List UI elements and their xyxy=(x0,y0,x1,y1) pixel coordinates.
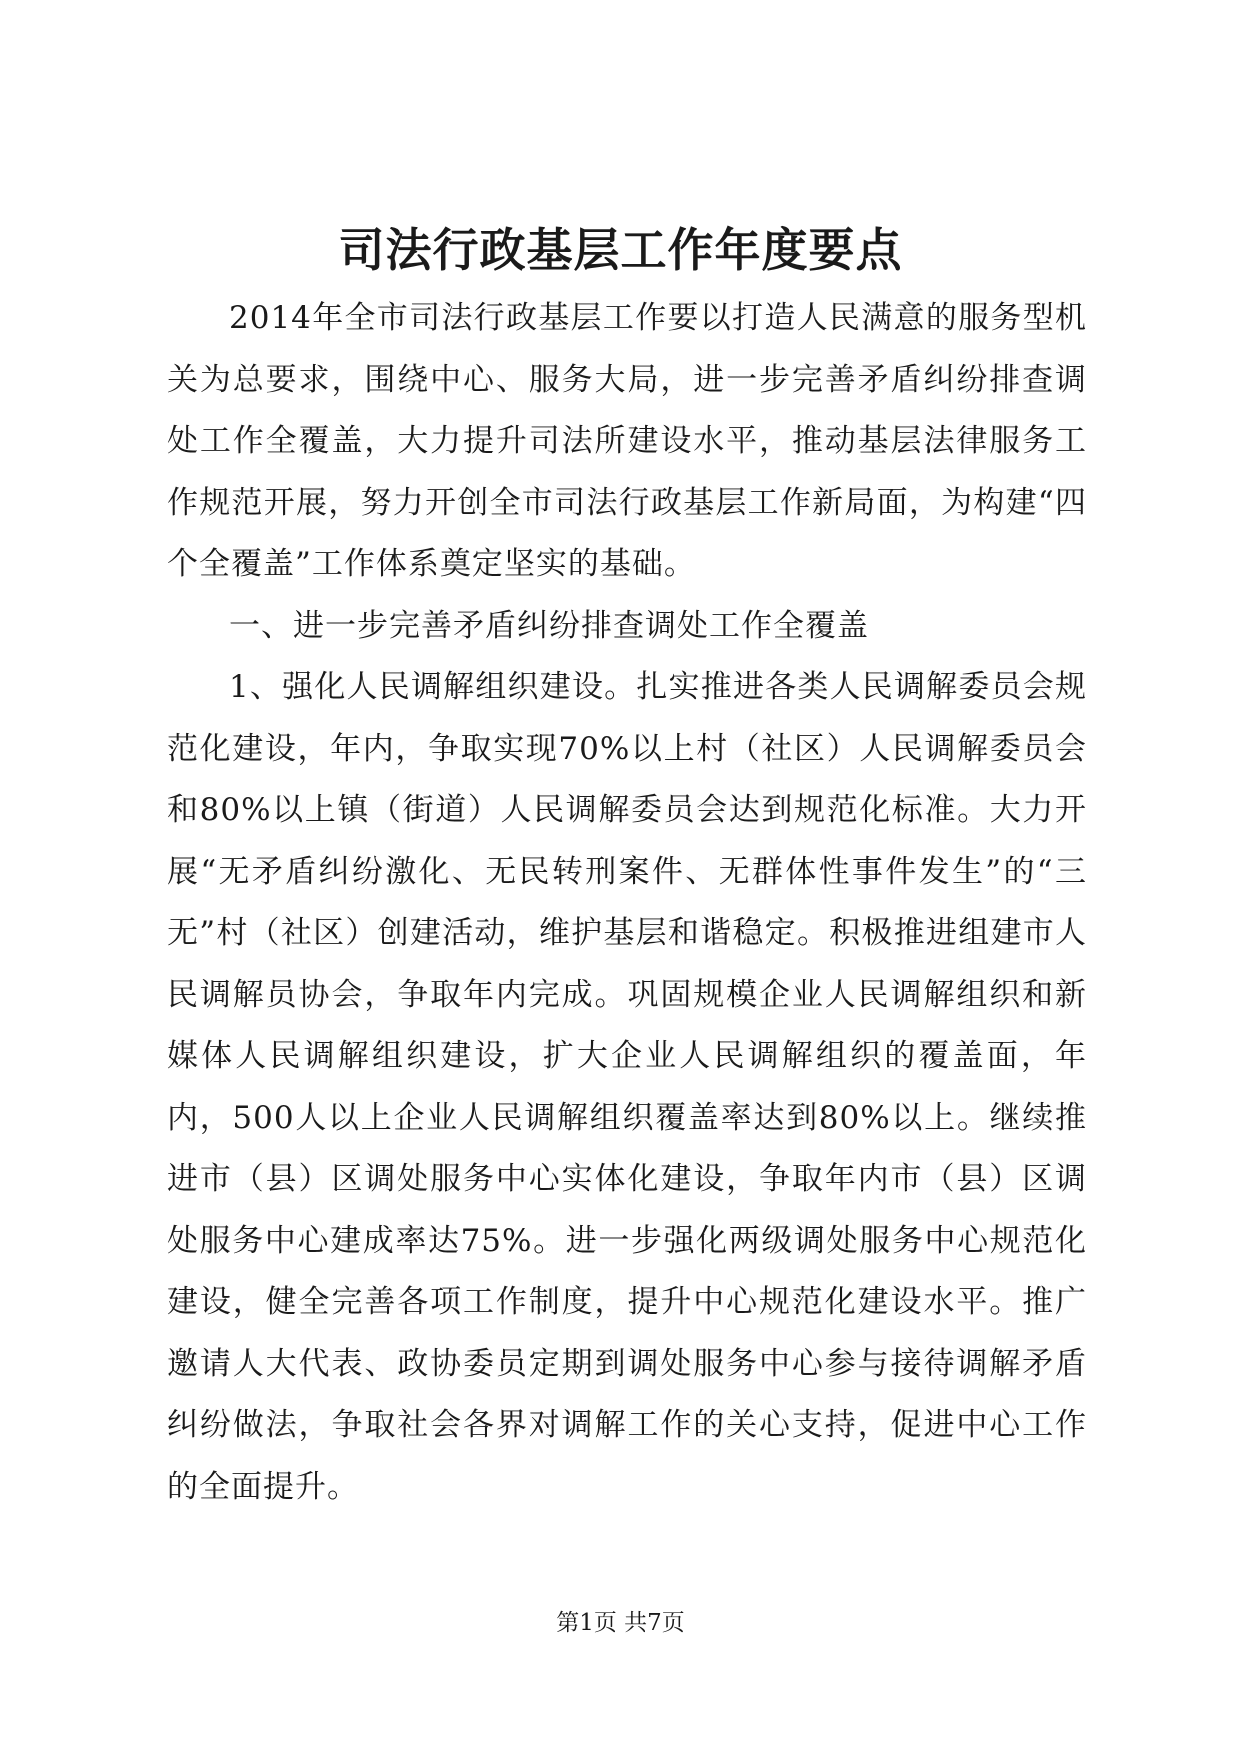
document-body xyxy=(167,288,1087,1518)
intro-paragraph: 2014年全市司法行政基层工作要以打造人民满意的服务型机关为总要求，围绕中心、服务大局，进一步完善矛盾纠纷排查调处工作全覆盖，大力提升司法所建设水平，推动基层法律服务工作规范开展，努力开创全市司法行政基层工作新局面，为构建“四个全覆盖”工作体系奠定坚实的基础。 xyxy=(167,300,1087,582)
page-footer xyxy=(0,1608,1241,1638)
section-heading-1: 一、进一步完善矛盾纠纷排查调处工作全覆盖 xyxy=(229,607,869,644)
document-title: 司法行政基层工作年度要点 xyxy=(338,223,903,277)
item-paragraph-1: 1、强化人民调解组织建设。扎实推进各类人民调解委员会规范化建设，年内，争取实现70%以上村（社区）人民调解委员会和80%以上镇（街道）人民调解委员会达到规范化标准。大力开展“无矛盾纠纷激化、无民转刑案件、无群体性事件发生”的“三无”村（社区）创建活动，维护基层和谐稳定。积极推进组建市人民调解员协会，争取年内完成。巩固规模企业人民调解组织和新媒体人民调解组织建设，扩大企业人民调解组织的覆盖面，年内，500人以上企业人民调解组织覆盖率达到80%以上。继续推进市（县）区调处服务中心实体化建设，争取年内市（县）区调处服务中心建成率达75%。进一步强化两级调处服务中心规范化建设，健全完善各项工作制度，提升中心规范化建设水平。推广邀请人大代表、政协委员定期到调处服务中心参与接待调解矛盾纠纷做法，争取社会各界对调解工作的关心支持，促进中心工作的全面提升。 xyxy=(167,669,1087,1505)
page-number-label: 第1页 共7页 xyxy=(556,1610,685,1636)
